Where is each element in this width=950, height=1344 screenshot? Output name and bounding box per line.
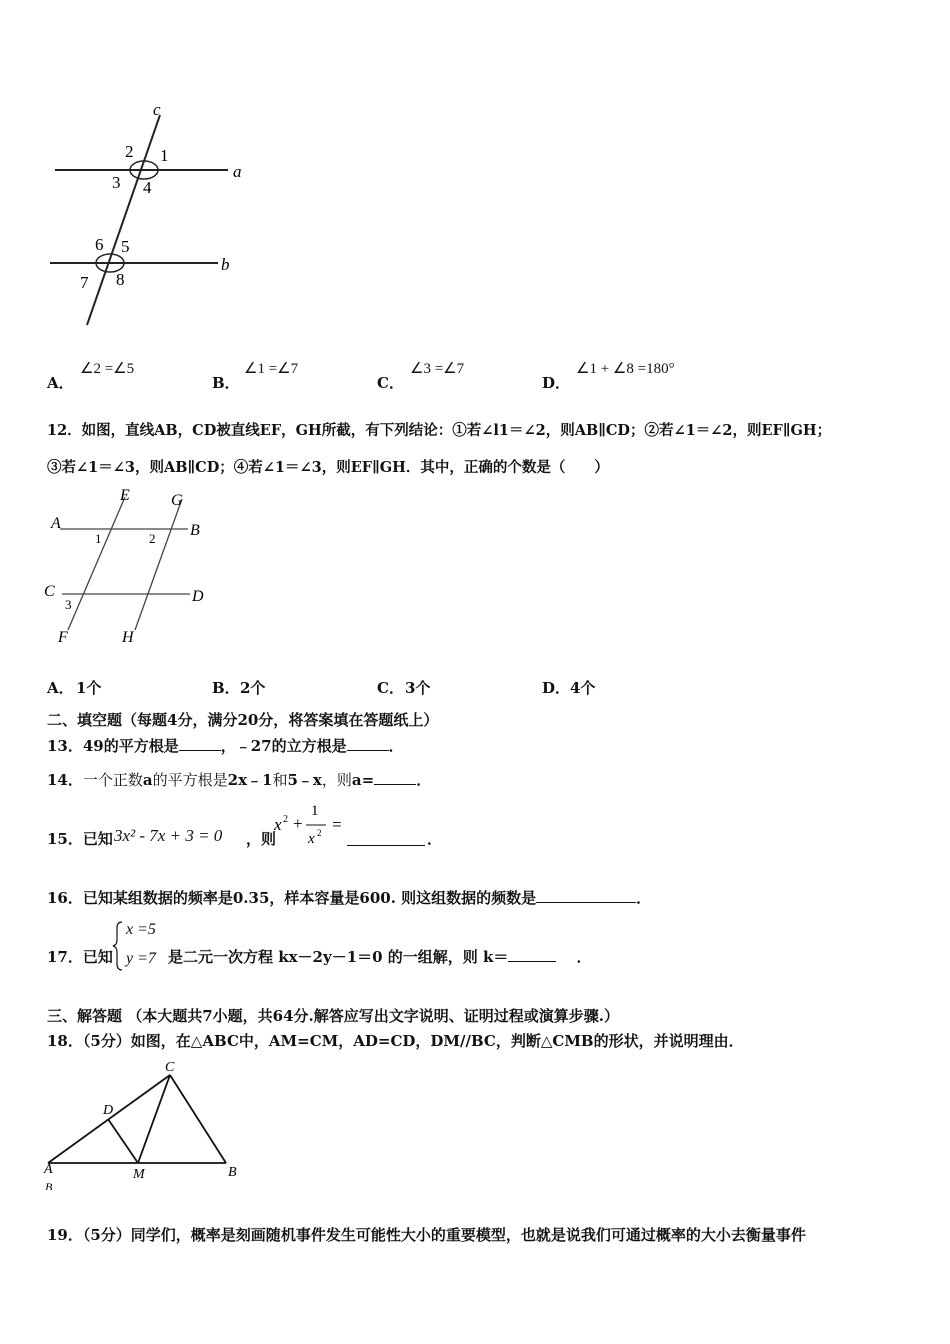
section-2-heading: 二、填空题（每题4分，满分20分，将答案填在答题纸上） — [47, 711, 439, 729]
q11-figure — [40, 95, 260, 340]
q12-option-c-text: 3个 — [405, 679, 431, 697]
q15-then: ，则 — [246, 830, 277, 848]
angle-6: 6 — [95, 235, 104, 254]
svg-text:2: 2 — [283, 814, 288, 825]
q15-prefix: 15．已知 — [47, 830, 113, 848]
angle-2: 2 — [149, 531, 156, 546]
q12-option-c-letter: C． — [377, 679, 404, 697]
q17-prefix: 17．已知 — [47, 948, 113, 966]
line-c — [87, 115, 160, 325]
q11-option-d-letter: D． — [542, 374, 571, 392]
q14-text2: 的平方根是 — [152, 771, 228, 789]
q17-eq-y: y =7 — [126, 950, 156, 967]
q14-text1: 一个正数 — [82, 771, 143, 789]
q16-end: ． — [636, 889, 652, 907]
label-c: C — [165, 1060, 175, 1075]
q13-blank1[interactable] — [179, 736, 221, 751]
label-m: M — [133, 1167, 145, 1182]
q15-blank[interactable] — [347, 831, 425, 846]
q11-option-c-letter: C． — [377, 374, 404, 392]
label-d: D — [192, 588, 204, 605]
label-b: B — [228, 1165, 237, 1180]
q16-text: 16．已知某组数据的频率是0.35，样本容量是600. 则这组数据的频数是 — [47, 889, 537, 907]
label-b-cropped: B — [45, 1180, 53, 1190]
q13-part1: 13．49的平方根是 — [47, 737, 179, 755]
q15-end: ． — [427, 830, 443, 848]
q14-text4: ，则 — [321, 771, 352, 789]
angle-2: 2 — [125, 142, 134, 161]
question-17-body — [168, 946, 591, 967]
q14-var-a: a — [142, 771, 153, 789]
angle-1: 1 — [160, 146, 169, 165]
section-3-heading: 三、解答题 （本大题共7小题，共64分.解答应写出文字说明、证明过程或演算步骤.） — [47, 1007, 619, 1025]
line-ef — [68, 497, 125, 630]
q17-text: 是二元一次方程 kx－2y－1＝0 的一组解，则 k＝ — [168, 948, 509, 966]
label-f: F — [58, 629, 68, 646]
q15-fraction-expr — [268, 798, 348, 850]
q11-option-b-expr: ∠1 =∠7 — [244, 361, 299, 377]
q12-stem-line2: ③若∠1＝∠3，则AB∥CD；④若∠1＝∠3，则EF∥GH．其中，正确的个数是（ ） — [47, 459, 609, 476]
label-b: B — [190, 522, 200, 539]
label-g: G — [171, 492, 183, 509]
q11-option-a-expr: ∠2 =∠5 — [80, 361, 135, 377]
label-c: C — [44, 583, 55, 600]
q14-text3: 和 — [272, 771, 288, 789]
q17-eq-x: x =5 — [126, 921, 156, 938]
q12-option-b-text: 2个 — [240, 679, 266, 697]
q14-number: 14． — [47, 771, 83, 789]
q14-end: ． — [416, 771, 432, 789]
q15-equation: 3x² - 7x + 3 = 0 — [114, 826, 223, 845]
label-a: A — [51, 515, 61, 532]
q18-figure — [40, 1055, 250, 1190]
label-h: H — [122, 629, 134, 646]
q12-option-d-letter: D． — [542, 679, 571, 697]
label-c: c — [153, 100, 161, 119]
svg-text:=: = — [332, 815, 342, 834]
question-13 — [47, 735, 404, 756]
q11-option-a-letter: A． — [47, 374, 74, 392]
q11-option-d-expr: ∠1 + ∠8 =180° — [576, 361, 675, 377]
q14-answer-label: a= — [351, 771, 375, 789]
q12-option-b-letter: B． — [212, 679, 240, 697]
q12-option-a-text: 1个 — [76, 679, 102, 697]
label-b: b — [221, 255, 230, 274]
q14-expr2: 5﹣x — [287, 771, 322, 789]
angle-3: 3 — [65, 597, 72, 612]
label-a: A — [44, 1162, 53, 1177]
angle-1: 1 — [95, 531, 102, 546]
q14-blank[interactable] — [374, 770, 416, 785]
angle-8: 8 — [116, 270, 125, 289]
svg-text:x: x — [274, 815, 282, 834]
svg-text:x: x — [308, 831, 315, 847]
q11-option-b-letter: B． — [212, 374, 240, 392]
angle-7: 7 — [80, 273, 89, 292]
q19-stem: 19．（5分）同学们，概率是刻画随机事件发生可能性大小的重要模型，也就是说我们可通过概率的大小去衡量事件 — [47, 1226, 806, 1244]
q11-option-c-expr: ∠3 =∠7 — [410, 361, 465, 377]
segment-dm — [108, 1119, 138, 1163]
label-d: D — [103, 1103, 114, 1118]
q13-blank2[interactable] — [347, 736, 389, 751]
svg-text:+: + — [293, 814, 303, 833]
q12-stem-line1: 12．如图，直线AB，CD被直线EF，GH所截，有下列结论：①若∠l1＝∠2，则AB∥CD；②若∠1＝∠2，则EF∥GH； — [47, 422, 832, 439]
q17-blank[interactable] — [508, 947, 556, 962]
q15-numerator: 1 — [311, 803, 319, 819]
q12-figure — [40, 485, 220, 650]
label-e: E — [120, 487, 130, 504]
segment-cm — [138, 1075, 170, 1163]
angle-3: 3 — [112, 173, 121, 192]
q16-blank[interactable] — [536, 888, 636, 903]
line-gh — [135, 499, 182, 630]
q17-end: ． — [576, 948, 592, 966]
angle-4: 4 — [143, 178, 152, 197]
q12-option-d-text: 4个 — [570, 679, 596, 697]
q14-expr1: 2x﹣1 — [227, 771, 273, 789]
question-16 — [47, 887, 651, 908]
segment-cb — [170, 1075, 226, 1163]
question-14 — [47, 769, 431, 790]
angle-5: 5 — [121, 237, 130, 256]
q13-part2: ，﹣27的立方根是 — [220, 737, 347, 755]
q18-stem: 18．（5分）如图，在△ABC中，AM=CM，AD=CD，DM//BC，判断△CMB的形状，并说明理由． — [47, 1032, 744, 1050]
svg-text:2: 2 — [317, 828, 322, 838]
q13-end: ． — [388, 737, 404, 755]
label-a: a — [233, 162, 242, 181]
q12-option-a-letter: A． — [47, 679, 74, 697]
